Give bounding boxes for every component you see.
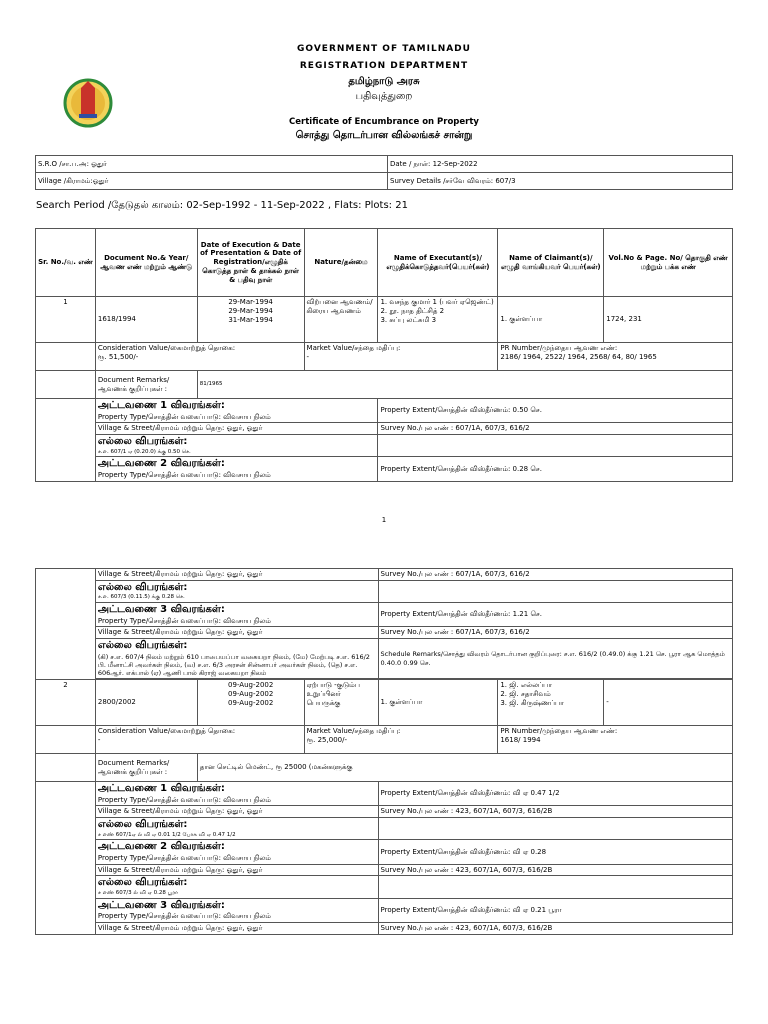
village-street: Village & Street/கிராமம் மற்றும் தெரு: ஓதுர், ஓதுர்: [95, 423, 378, 435]
property-type: Property Type/சொத்தின் வகைப்பாடு: விவசாய நிலம்: [97, 853, 271, 862]
table-row: [36, 297, 733, 343]
survey-no: Survey No./புல எண் : 423, 607/1A, 607/3, 616/2B: [378, 923, 732, 935]
property-type: Property Type/சொத்தின் வகைப்பாடு: விவசாய நிலம்: [97, 470, 271, 479]
boundary-title: எல்லை விபரங்கள்:: [97, 877, 188, 889]
village-street: Village & Street/கிராமம் மற்றும் தெரு: ஓதுர், ஓதுர்: [95, 864, 378, 876]
col-executant: Name of Executant(s)/ எழுதிக்கொடுத்தவர்(பெயர்(கள்): [378, 229, 498, 297]
boundary-value: ச.எ. 607/3 (0.11.5) க்கு 0.28 செ.: [97, 594, 185, 601]
survey-no: Survey No./புல எண் : 423, 607/1A, 607/3, 616/2B: [378, 806, 732, 818]
market-value: -: [306, 352, 310, 361]
entry-vol: -: [604, 680, 733, 726]
col-vol: Vol.No & Page. No/ தொகுதி எண் மற்றும் பக்க எண்: [604, 229, 733, 297]
schedule-3-title: அட்டவணை 3 விவரங்கள்:: [97, 899, 225, 911]
market-label: Market Value/சந்தை மதிப்பு:: [306, 344, 401, 352]
date-cell: Date / நாள்: 12-Sep-2022: [388, 156, 733, 173]
pr-label: PR Number/முந்தைய ஆவண எண்:: [500, 727, 618, 735]
col-sr: Sr. No./வ. எண்: [36, 229, 96, 297]
boundary-value: (கி) ச.எ. 607/4 நிலம் மற்றும் 610 பாபையப்பா வகையறா நிலம், (மே) மேற்படி ச.எ. 616/2 பி. மீனாட்சி அவர்கள் நிலம், (வ) ச.எ. 6/3 அரசன் சின்னாபர் அவர்கள் நிலம், (தெ) ச.எ. 606ஆர். எக்பால் (ஏ) ஆணி பால் கிராஜ் வகையறா நிலம்: [97, 652, 370, 677]
entry-vol: 1724, 231: [604, 297, 733, 343]
property-extent: Property Extent/சொத்தின் விஸ்தீர்ணம்: வி ஏ 0.47 1/2: [378, 782, 732, 806]
consideration-value: ரூ. 51,500/-: [97, 352, 139, 361]
market-value: ரூ. 25,000/-: [306, 735, 347, 744]
column-header-row: [36, 229, 733, 297]
search-period: Search Period /தேடுதல் காலம்: 02-Sep-1992 - 11-Sep-2022 , Flats: Plots: 21: [36, 200, 408, 211]
pr-value: 1618/ 1994: [500, 735, 541, 744]
entry-nature: ஏற்பாடு -குடும்ப உறுப்பினர் பெயருக்கு: [304, 680, 378, 726]
entry-sr: 1: [36, 297, 96, 343]
schedule-3-title: அட்டவணை 3 விவரங்கள்:: [97, 604, 225, 616]
consideration-label: Consideration Value/கைமாற்றுத் தொகை:: [97, 727, 236, 735]
gov-title-tamil: தமிழ்நாடு அரசு: [348, 76, 420, 87]
executant-1: 1. குள்ளப்பா: [378, 680, 498, 726]
property-extent: Property Extent/சொத்தின் விஸ்தீர்ணம்: வி ஏ 0.21 பூரா: [378, 898, 732, 922]
remarks-label: Document Remarks/ ஆவணக் குறிப்புகள் :: [95, 754, 197, 782]
col-dates: Date of Execution & Date of Presentation & Date of Registration/எழுதிக் கொடுத்த நாள் & தாக்கல் நாள் & பதிவு நாள்: [197, 229, 304, 297]
boundary-title: எல்லை விபரங்கள்:: [97, 819, 188, 830]
gov-title: GOVERNMENT OF TAMILNADU: [297, 44, 471, 54]
schedule-1-title: அட்டவணை 1 விவரங்கள்:: [97, 400, 225, 411]
presentation-date: 29-Mar-1994: [228, 306, 273, 315]
boundary-value: ச.எ. 607/1 ஏ (0.20.0) க்கு 0.50 செ.: [97, 448, 191, 455]
dept-title: REGISTRATION DEPARTMENT: [299, 61, 469, 71]
property-extent: Property Extent/சொத்தின் விஸ்தீர்ணம்: 1.21 செ.: [378, 603, 732, 627]
village-cell: Village /கிராமம்:ஓதுர்: [36, 173, 388, 190]
property-type: Property Type/சொத்தின் வகைப்பாடு: விவசாய நிலம்: [97, 616, 271, 625]
execution-date: 29-Mar-1994: [228, 298, 273, 306]
claimant-2: 2. ஜி. சதாசிவம்: [500, 689, 551, 698]
encumbrance-table-page2: [35, 568, 733, 935]
property-extent: Property Extent/சொத்தின் விஸ்தீர்ணம்: 0.50 செ.: [378, 399, 733, 423]
document-header: [0, 44, 768, 142]
executant-3: 3. சுப்பு லட்சுமி 3: [380, 315, 437, 324]
dept-title-tamil: பதிவுத்துறை: [355, 91, 413, 102]
page-number: 1: [381, 516, 387, 524]
entry-doc: 2800/2002: [95, 680, 197, 726]
boundary-title: எல்லை விபரங்கள்:: [97, 581, 188, 593]
col-nature: Nature/தன்மை: [304, 229, 378, 297]
table-row: [36, 680, 733, 726]
pr-label: PR Number/முந்தைய ஆவண எண்:: [500, 344, 618, 352]
property-type: Property Type/சொத்தின் வகைப்பாடு: விவசாய நிலம்: [97, 795, 271, 804]
pr-value: 2186/ 1964, 2522/ 1964, 2568/ 64, 80/ 1965: [500, 352, 657, 361]
claimant-1: 1. குள்ளப்பா: [498, 297, 604, 343]
certificate-title: Certificate of Encumbrance on Property: [289, 117, 479, 127]
consideration-value: -: [97, 735, 101, 744]
registration-date: 31-Mar-1994: [228, 315, 273, 324]
boundary-title: எல்லை விபரங்கள்:: [97, 436, 188, 447]
survey-cell: Survey Details /சர்வே விவரம்: 607/3: [388, 173, 733, 190]
executant-2: 2. நூ. நாத திட்சித் 2: [380, 306, 445, 315]
survey-no: Survey No./புல எண் : 607/1A, 607/3, 616/2: [378, 423, 733, 435]
execution-date: 09-Aug-2002: [228, 681, 274, 689]
executant-1: 1. வசந்த குமார் 1 (பவர் ஏஜெண்ட்): [380, 298, 494, 306]
schedule-remarks: Schedule Remarks/சொத்து விவரம் தொடர்பான குறிப்புரை: ச.எ. 616/2 (0.49.0) க்கு 1.21 செ. பூரா ஆக மொத்தம் 0.40.0 0.99 செ.: [378, 639, 732, 679]
schedule-2-title: அட்டவணை 2 விவரங்கள்:: [97, 841, 225, 853]
entry-nature: விற்பனை ஆவணம்/ கிரைய ஆவணம்: [304, 297, 378, 343]
entry-doc: 1618/1994: [95, 297, 197, 343]
remarks-label: Document Remarks/ ஆவணக் குறிப்புகள் :: [95, 371, 197, 399]
property-extent: Property Extent/சொத்தின் விஸ்தீர்ணம்: வி ஏ 0.28: [378, 840, 732, 864]
registration-date: 09-Aug-2002: [228, 698, 274, 707]
info-table: [35, 155, 733, 190]
boundary-value: ச எண் 607/3 ல் வி ஏ 0.28 பூரா: [97, 889, 179, 896]
property-type: Property Type/சொத்தின் வகைப்பாடு: விவசாய நிலம்: [97, 412, 271, 421]
col-claimant: Name of Claimant(s)/ எழுதி வாங்கியவர் பெயர்(கள்): [498, 229, 604, 297]
remarks-value: தான செட்டில் மெண்ட், ரூ 25000 (மகன்களுக்கு: [197, 754, 732, 782]
village-street: Village & Street/கிராமம் மற்றும் தெரு: ஓதுர், ஓதுர்: [95, 627, 378, 639]
schedule-2-title: அட்டவணை 2 விவரங்கள்:: [97, 458, 225, 470]
remarks-value: 81/1965: [197, 371, 732, 399]
market-label: Market Value/சந்தை மதிப்பு:: [306, 727, 401, 735]
village-street: Village & Street/கிராமம் மற்றும் தெரு: ஓதுர், ஓதுர்: [95, 806, 378, 818]
encumbrance-table-page1: [35, 228, 733, 482]
col-doc: Document No.& Year/ ஆவண எண் மற்றும் ஆண்டு: [95, 229, 197, 297]
property-type: Property Type/சொத்தின் வகைப்பாடு: விவசாய நிலம்: [97, 912, 271, 921]
claimant-3: 3. ஜி. கிருஷ்ணப்பா: [500, 698, 564, 707]
boundary-value: ச எண் 607/1ஏ ல் வி ஏ 0.01 1/2 போக வி ஏ 0.47 1/2: [97, 831, 236, 838]
sro-cell: S.R.O /சா.ப.அ: ஓதுர்: [36, 156, 388, 173]
boundary-title: எல்லை விபரங்கள்:: [97, 640, 188, 652]
entry-sr: 2: [36, 680, 96, 726]
certificate-title-tamil: சொத்து தொடர்பான வில்லங்கச் சான்று: [295, 130, 473, 141]
claimant-1: 1. ஜி. எல்லப்பா: [500, 681, 552, 689]
village-street: Village & Street/கிராமம் மற்றும் தெரு: ஓதுர், ஓதுர்: [95, 569, 378, 581]
survey-no: Survey No./புல எண் : 607/1A, 607/3, 616/2: [378, 569, 732, 581]
survey-no: Survey No./புல எண் : 423, 607/1A, 607/3, 616/2B: [378, 864, 732, 876]
survey-no: Survey No./புல எண் : 607/1A, 607/3, 616/2: [378, 627, 732, 639]
consideration-label: Consideration Value/கைமாற்றுத் தொகை:: [97, 344, 236, 352]
village-street: Village & Street/கிராமம் மற்றும் தெரு: ஓதுர், ஓதுர்: [95, 923, 378, 935]
property-extent: Property Extent/சொத்தின் விஸ்தீர்ணம்: 0.28 செ.: [378, 457, 733, 481]
presentation-date: 09-Aug-2002: [228, 689, 274, 698]
schedule-1-title: அட்டவணை 1 விவரங்கள்:: [97, 783, 225, 794]
